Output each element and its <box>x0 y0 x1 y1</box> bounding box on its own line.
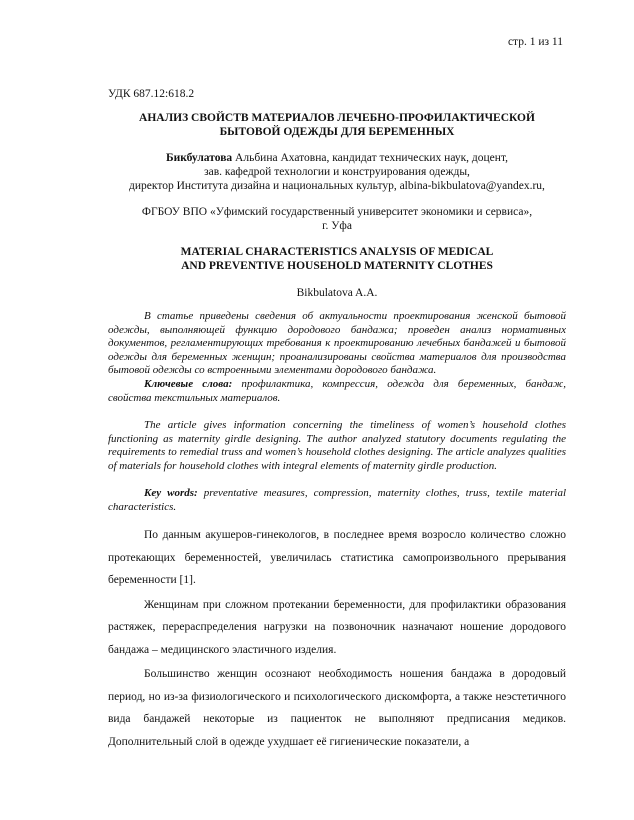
udk-code: УДК 687.12:618.2 <box>108 88 195 100</box>
affiliation <box>108 205 566 233</box>
title-ru-line-1: АНАЛИЗ СВОЙСТВ МАТЕРИАЛОВ ЛЕЧЕБНО-ПРОФИЛАКТИЧЕСКОЙ <box>139 112 535 124</box>
abstract-english: The article gives information concerning the timeliness of women’s household clothes functioning as maternity girdle designing. The author analyzed statutory documents regulating the requirements to remedial truss and women’s household clothes designing. The article analyzes qualities of materials for household clothes with integral elements of maternity girdle production. <box>108 419 566 472</box>
body-paragraph-3: Большинство женщин осознают необходимость ношения бандажа в дородовый период, но из-за физиологического и психологического дискомфорта, а также неэстетичного вида бандажей некоторые из пациенток не выполняют предписания медиков. Дополнительный слой в одежде ухудшает её гигиенические показатели, а <box>108 668 566 748</box>
title-english <box>108 245 566 273</box>
author-line-2: зав. кафедрой технологии и конструирования одежды, <box>204 166 470 178</box>
affiliation-line-1: ФГБОУ ВПО «Уфимский государственный университет экономики и сервиса», <box>141 206 533 218</box>
author-line-3: директор Института дизайна и национальных культур, albina-bikbulatova@yandex.ru, <box>129 180 545 192</box>
body-paragraph-1: По данным акушеров-гинекологов, в последнее время возросло количество сложно протекающих беременностей, увеличилась статистика самопроизвольного прерывания беременности [1]. <box>108 529 566 586</box>
author-name-degree: Альбина Ахатовна, кандидат технических наук, доцент, <box>235 152 508 164</box>
body-paragraph-2: Женщинам при сложном протекании беременности, для профилактики образования растяжек, перераспределения нагрузки на позвоночник назначают ношение дородового бандажа – медицинского эластичного изделия. <box>108 598 566 656</box>
title-russian <box>108 111 566 139</box>
abstract-russian: В статье приведены сведения об актуальности проектирования женской бытовой одежды, выполняющей функцию дородового бандажа; проведен анализ нормативных документов, регламентирующих требования к проектированию лечебных бандажей и бытовой одежды для беременных женщин; проанализированы свойства материалов для производства бытовой одежды со встроенными элементами дородового бандажа. <box>108 310 566 377</box>
affiliation-line-2: г. Уфа <box>322 220 352 232</box>
keywords-ru-text: профилактика, компрессия, одежда для беременных, бандаж, свойства текстильных материалов. <box>108 378 567 404</box>
keywords-en-text: preventative measures, compression, maternity clothes, truss, textile material characteristics. <box>108 487 567 513</box>
author-line-1 <box>108 151 566 165</box>
author-info <box>108 151 566 193</box>
body-text <box>108 524 566 753</box>
author-surname: Бикбулатова <box>166 152 233 164</box>
keywords-ru-label: Ключевые слова: <box>144 378 233 390</box>
title-en-line-1: MATERIAL CHARACTERISTICS ANALYSIS OF MEDICAL <box>180 246 494 258</box>
keywords-english <box>108 487 566 514</box>
page-number: стр. 1 из 11 <box>507 36 563 48</box>
title-en-line-2: AND PREVENTIVE HOUSEHOLD MATERNITY CLOTHES <box>181 260 493 272</box>
keywords-russian <box>108 378 566 405</box>
keywords-en-label: Key words: <box>144 487 198 499</box>
title-ru-line-2: БЫТОВОЙ ОДЕЖДЫ ДЛЯ БЕРЕМЕННЫХ <box>219 126 455 138</box>
author-english: Bikbulatova A.A. <box>296 287 378 299</box>
